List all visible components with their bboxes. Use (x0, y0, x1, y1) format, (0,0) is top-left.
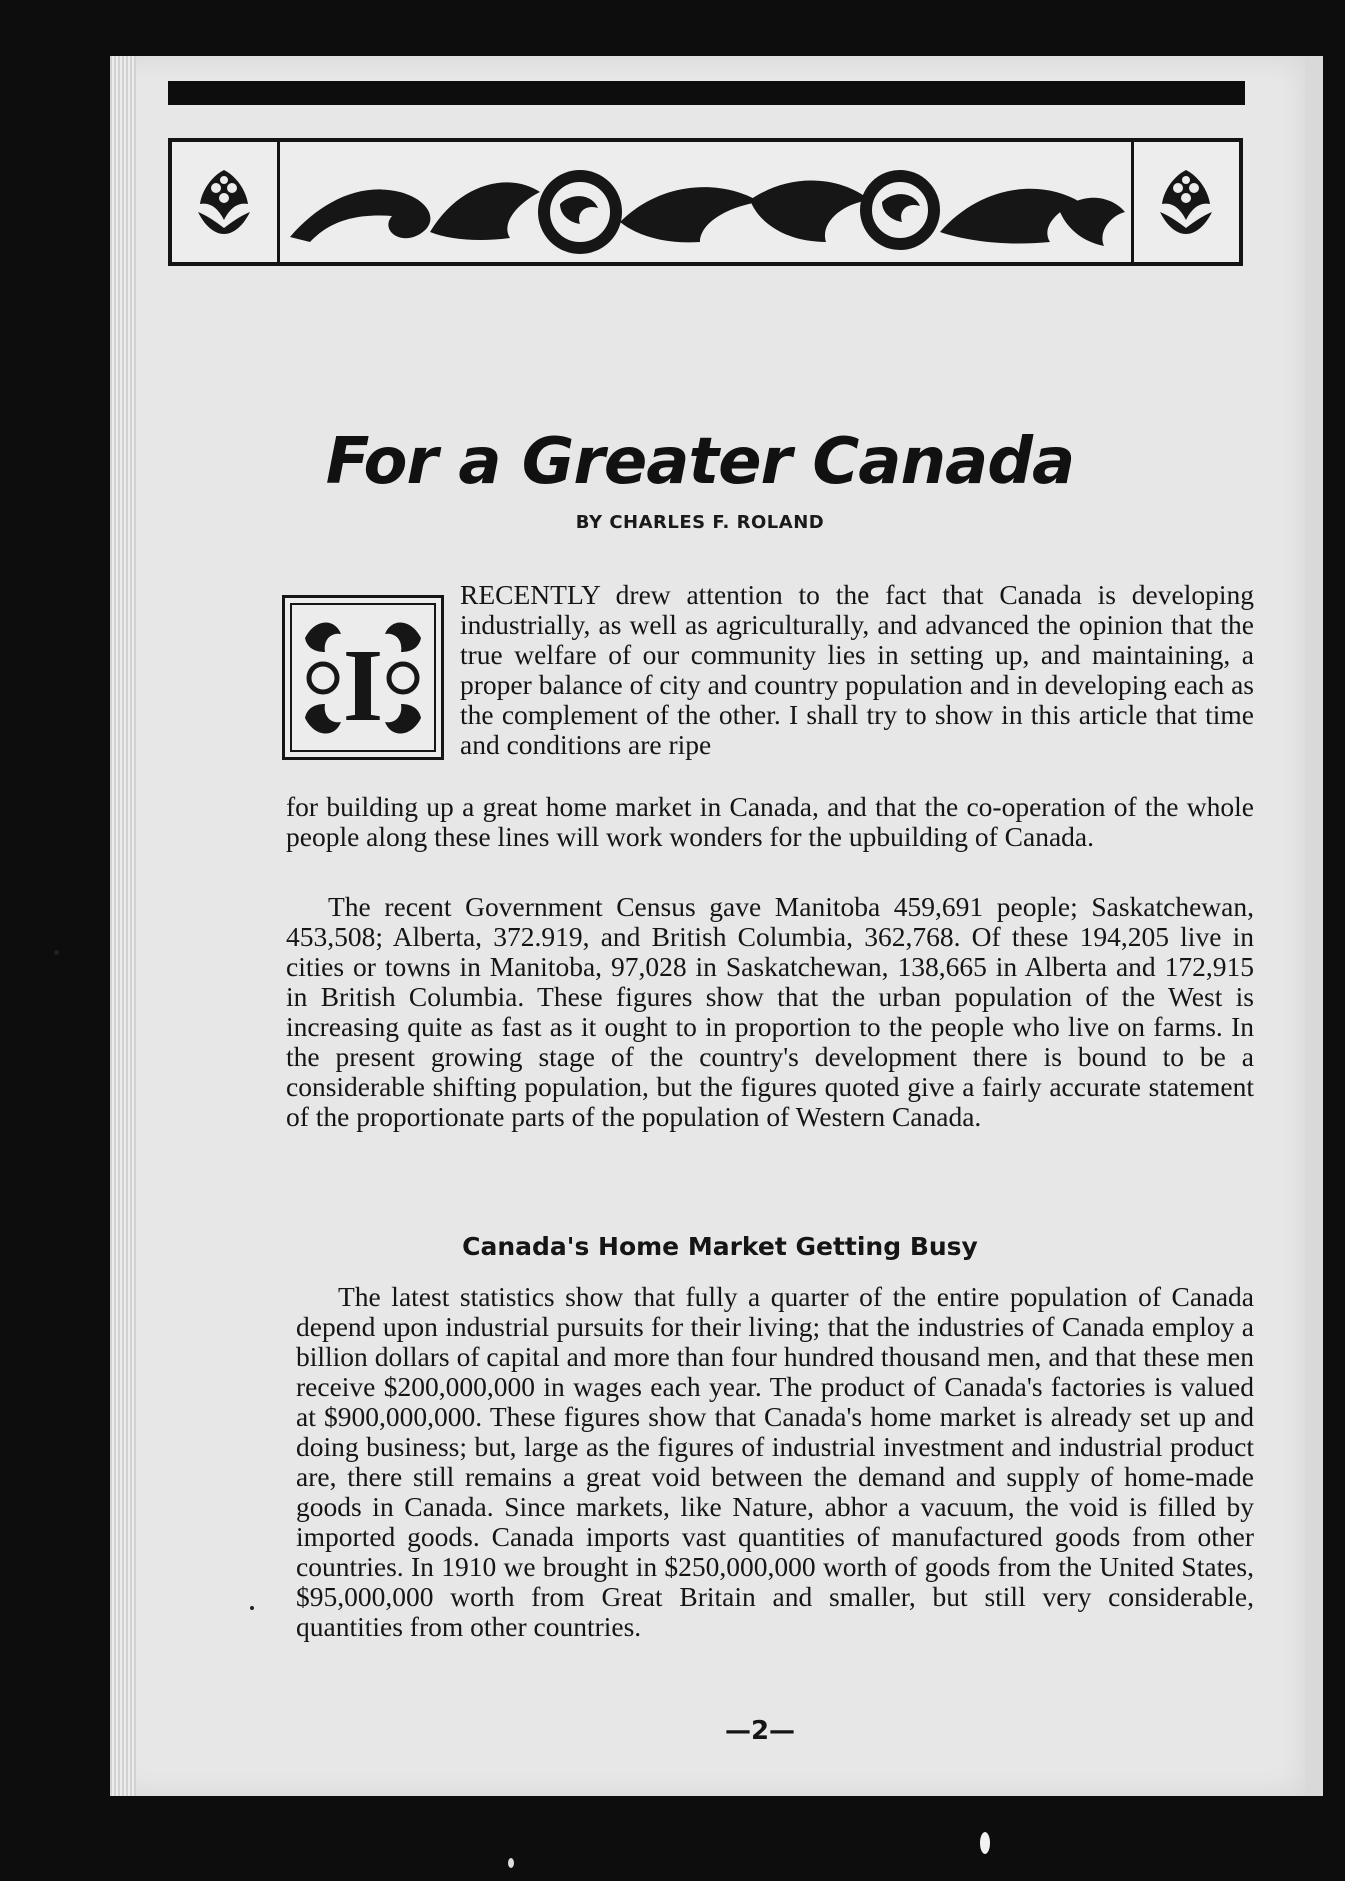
paragraph-1-rest: for building up a great home market in Canada, and that the co-operation of the whole people along these lines will work wonders for the upbuilding of Canada. (286, 791, 1254, 852)
article-title: For a Greater Canada (325, 425, 1075, 499)
drop-cap (282, 595, 444, 760)
paragraph-1-lead: RECENTLY drew attention to the fact that Canada is developing industrially, as well as agriculturally, and advanced the opinion that the true welfare of our community lies in setting up, and maintaining, a proper balance of city and country population and in developing each as the complement of the other. I shall try to show in this article that time and conditions are ripe (460, 579, 1254, 760)
scan-speck (508, 1858, 514, 1868)
paragraph-2: The recent Government Census gave Manitoba 459,691 people; Saskatchewan, 453,508; Alberta, 372.919, and British Columbia, 362,768. Of these 194,205 live in cities or towns in Manitoba, 97,028 in Saskatchewan, 138,665 in Alberta and 172,915 in British Columbia. These figures show that the urban population of the West is increasing quite as fast as it ought to in proportion to the people who live on farms. In the present growing stage of the country's development there is bound to be a considerable shifting population, but the figures quoted give a fairly accurate statement of the proportionate parts of the population of Western Canada. (286, 891, 1254, 1132)
scan-speck (250, 1606, 254, 1610)
section-subheading: Canada's Home Market Getting Busy (462, 1232, 978, 1261)
paragraph-3: The latest statistics show that fully a quarter of the entire population of Canada depend upon industrial pursuits for their living; that the industries of Canada employ a billion dollars of capital and more than four hundred thousand men, and that these men receive $200,000,000 in wages each year. The product of Canada's factories is valued at $900,000,000. These figures show that Canada's home market is already set up and doing business; but, large as the figures of industrial investment and industrial product are, there still remains a great void between the demand and supply of home-made goods in Canada. Since markets, like Nature, abhor a vacuum, the void is filled by imported goods. Canada imports vast quantities of manufactured goods from other countries. In 1910 we brought in $250,000,000 worth of goods from the United States, $95,000,000 worth from Great Britain and smaller, but still very considerable, quantities from other countries. (296, 1281, 1254, 1642)
ornamental-banner (168, 138, 1243, 266)
banner-left-ornament (172, 142, 280, 262)
acanthus-scroll-ornament (280, 142, 1131, 262)
scan-speck (980, 1832, 990, 1854)
drop-cap-letter: I (342, 628, 384, 743)
scan-speck (54, 950, 59, 955)
top-dark-band (168, 81, 1245, 105)
article-byline: BY CHARLES F. ROLAND (575, 512, 825, 533)
facing-page-edge (1305, 56, 1323, 1796)
page-number: —2— (724, 1716, 796, 1746)
grapes-icon (172, 142, 277, 262)
grapes-icon (1134, 142, 1239, 262)
banner-acanthus-scroll (280, 142, 1131, 262)
banner-right-ornament (1131, 142, 1239, 262)
page-edge (110, 56, 136, 1796)
drop-cap-ornament (285, 598, 441, 757)
